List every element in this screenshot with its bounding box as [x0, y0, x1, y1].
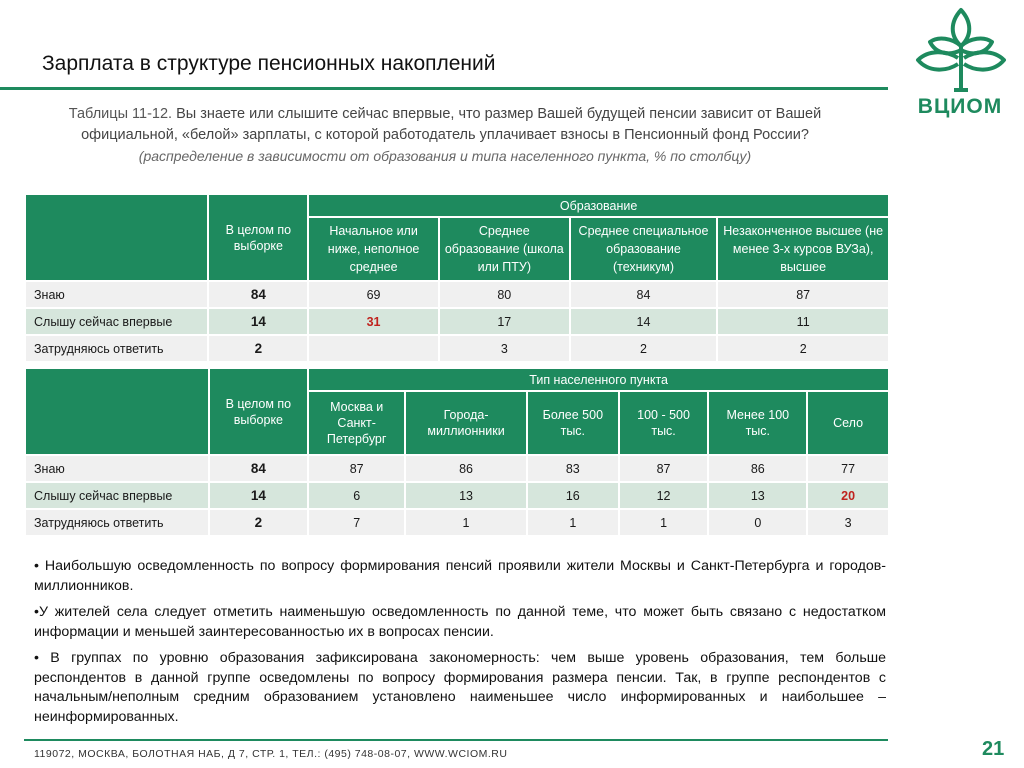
cell-value: 2	[718, 336, 888, 361]
caption-note: (распределение в зависимости от образования и типа населенного пункта, % по столбцу)	[138, 148, 752, 164]
cell-value: 1	[620, 510, 708, 535]
title-divider	[0, 87, 888, 90]
cell-value: 11	[718, 309, 888, 334]
cell-value: 3	[808, 510, 888, 535]
cell-value: 2	[571, 336, 717, 361]
highlighted-cell-value: 31	[309, 309, 438, 334]
page-number: 21	[982, 738, 1005, 760]
column-header: Среднее специальное образование (техникум)	[571, 218, 717, 280]
cell-value: 0	[709, 510, 806, 535]
total-value: 84	[209, 282, 307, 307]
settlement-group-header: Тип населенного пункта	[309, 369, 888, 390]
logo-text: ВЦИОМ	[917, 95, 1003, 118]
cell-value: 3	[440, 336, 569, 361]
cell-value: 6	[309, 483, 404, 508]
column-header: Село	[808, 392, 888, 454]
total-value: 84	[210, 456, 308, 481]
total-value: 14	[209, 309, 307, 334]
slide-title: Зарплата в структуре пенсионных накоплений	[42, 52, 496, 75]
cell-value: 80	[440, 282, 569, 307]
column-header: Среднее образование (школа или ПТУ)	[440, 218, 569, 280]
finding-item: •У жителей села следует отметить наименьшую осведомленность по данной теме, что может быть связано с недостатком информации и меньшей заинтересованностью их в вопросах пенсии.	[34, 604, 886, 640]
row-label-header	[26, 195, 207, 280]
column-header: Москва и Санкт-Петербург	[309, 392, 404, 454]
cell-value: 13	[406, 483, 526, 508]
table-row	[26, 456, 888, 481]
row-label: Слышу сейчас впервые	[26, 309, 207, 334]
cell-value: 77	[808, 456, 888, 481]
table-row	[26, 483, 888, 508]
column-header: Менее 100 тыс.	[709, 392, 806, 454]
table-caption	[30, 104, 860, 168]
row-label-header	[26, 369, 208, 454]
column-header: Более 500 тыс.	[528, 392, 618, 454]
highlighted-cell-value: 20	[808, 483, 888, 508]
cell-value: 69	[309, 282, 438, 307]
table-row	[26, 282, 888, 307]
cell-value: 17	[440, 309, 569, 334]
row-label: Знаю	[26, 456, 208, 481]
row-label: Слышу сейчас впервые	[26, 483, 208, 508]
column-header: Незаконченное высшее (не менее 3-х курсов ВУЗа), высшее	[718, 218, 888, 280]
footer-divider	[24, 739, 888, 741]
cell-value: 86	[406, 456, 526, 481]
table-row	[26, 336, 888, 361]
cell-value: 12	[620, 483, 708, 508]
cell-value	[309, 336, 438, 361]
row-label: Знаю	[26, 282, 207, 307]
table-row	[26, 510, 888, 535]
cell-value: 16	[528, 483, 618, 508]
table-row	[26, 309, 888, 334]
total-header: В целом по выборке	[210, 369, 308, 454]
total-value: 14	[210, 483, 308, 508]
cell-value: 7	[309, 510, 404, 535]
footer-address: 119072, МОСКВА, БОЛОТНАЯ НАБ, Д 7, СТР. 1, ТЕЛ.: (495) 748-08-07, WWW.WCIOM.RU	[34, 748, 508, 760]
cell-value: 83	[528, 456, 618, 481]
total-header: В целом по выборке	[209, 195, 307, 280]
cell-value: 87	[620, 456, 708, 481]
education-table	[24, 193, 890, 363]
cell-value: 1	[406, 510, 526, 535]
column-header: Начальное или ниже, неполное среднее	[309, 218, 438, 280]
cell-value: 13	[709, 483, 806, 508]
row-label: Затрудняюсь ответить	[26, 336, 207, 361]
cell-value: 87	[309, 456, 404, 481]
settlement-table	[24, 367, 890, 537]
finding-item: • Наибольшую осведомленность по вопросу формирования пенсий проявили жители Москвы и Санкт-Петербурга и городов-миллионников.	[34, 558, 886, 594]
finding-item: • В группах по уровню образования зафиксирована закономерность: чем выше уровень образования, тем больше респондентов в данной группе осведомлены по вопросу формирования размера пенсии. Так, в группе респондентов с начальным/неполным средним образованием установлено наименьшее число информированных и наибольшее – неинформированных.	[34, 650, 886, 725]
survey-question: Вы знаете или слышите сейчас впервые, что размер Вашей будущей пенсии зависит от Вашей официальной, «белой» зарплаты, с которой работодатель уплачивает взносы в Пенсионный фонд России?	[81, 106, 822, 143]
education-group-header: Образование	[309, 195, 888, 216]
cell-value: 14	[571, 309, 717, 334]
cell-value: 84	[571, 282, 717, 307]
total-value: 2	[209, 336, 307, 361]
total-value: 2	[210, 510, 308, 535]
cell-value: 87	[718, 282, 888, 307]
column-header: Города-миллионники	[406, 392, 526, 454]
cell-value: 1	[528, 510, 618, 535]
column-header: 100 - 500 тыс.	[620, 392, 708, 454]
cell-value: 86	[709, 456, 806, 481]
findings-list	[34, 557, 886, 734]
row-label: Затрудняюсь ответить	[26, 510, 208, 535]
caption-prefix: Таблицы 11-12.	[68, 106, 173, 122]
